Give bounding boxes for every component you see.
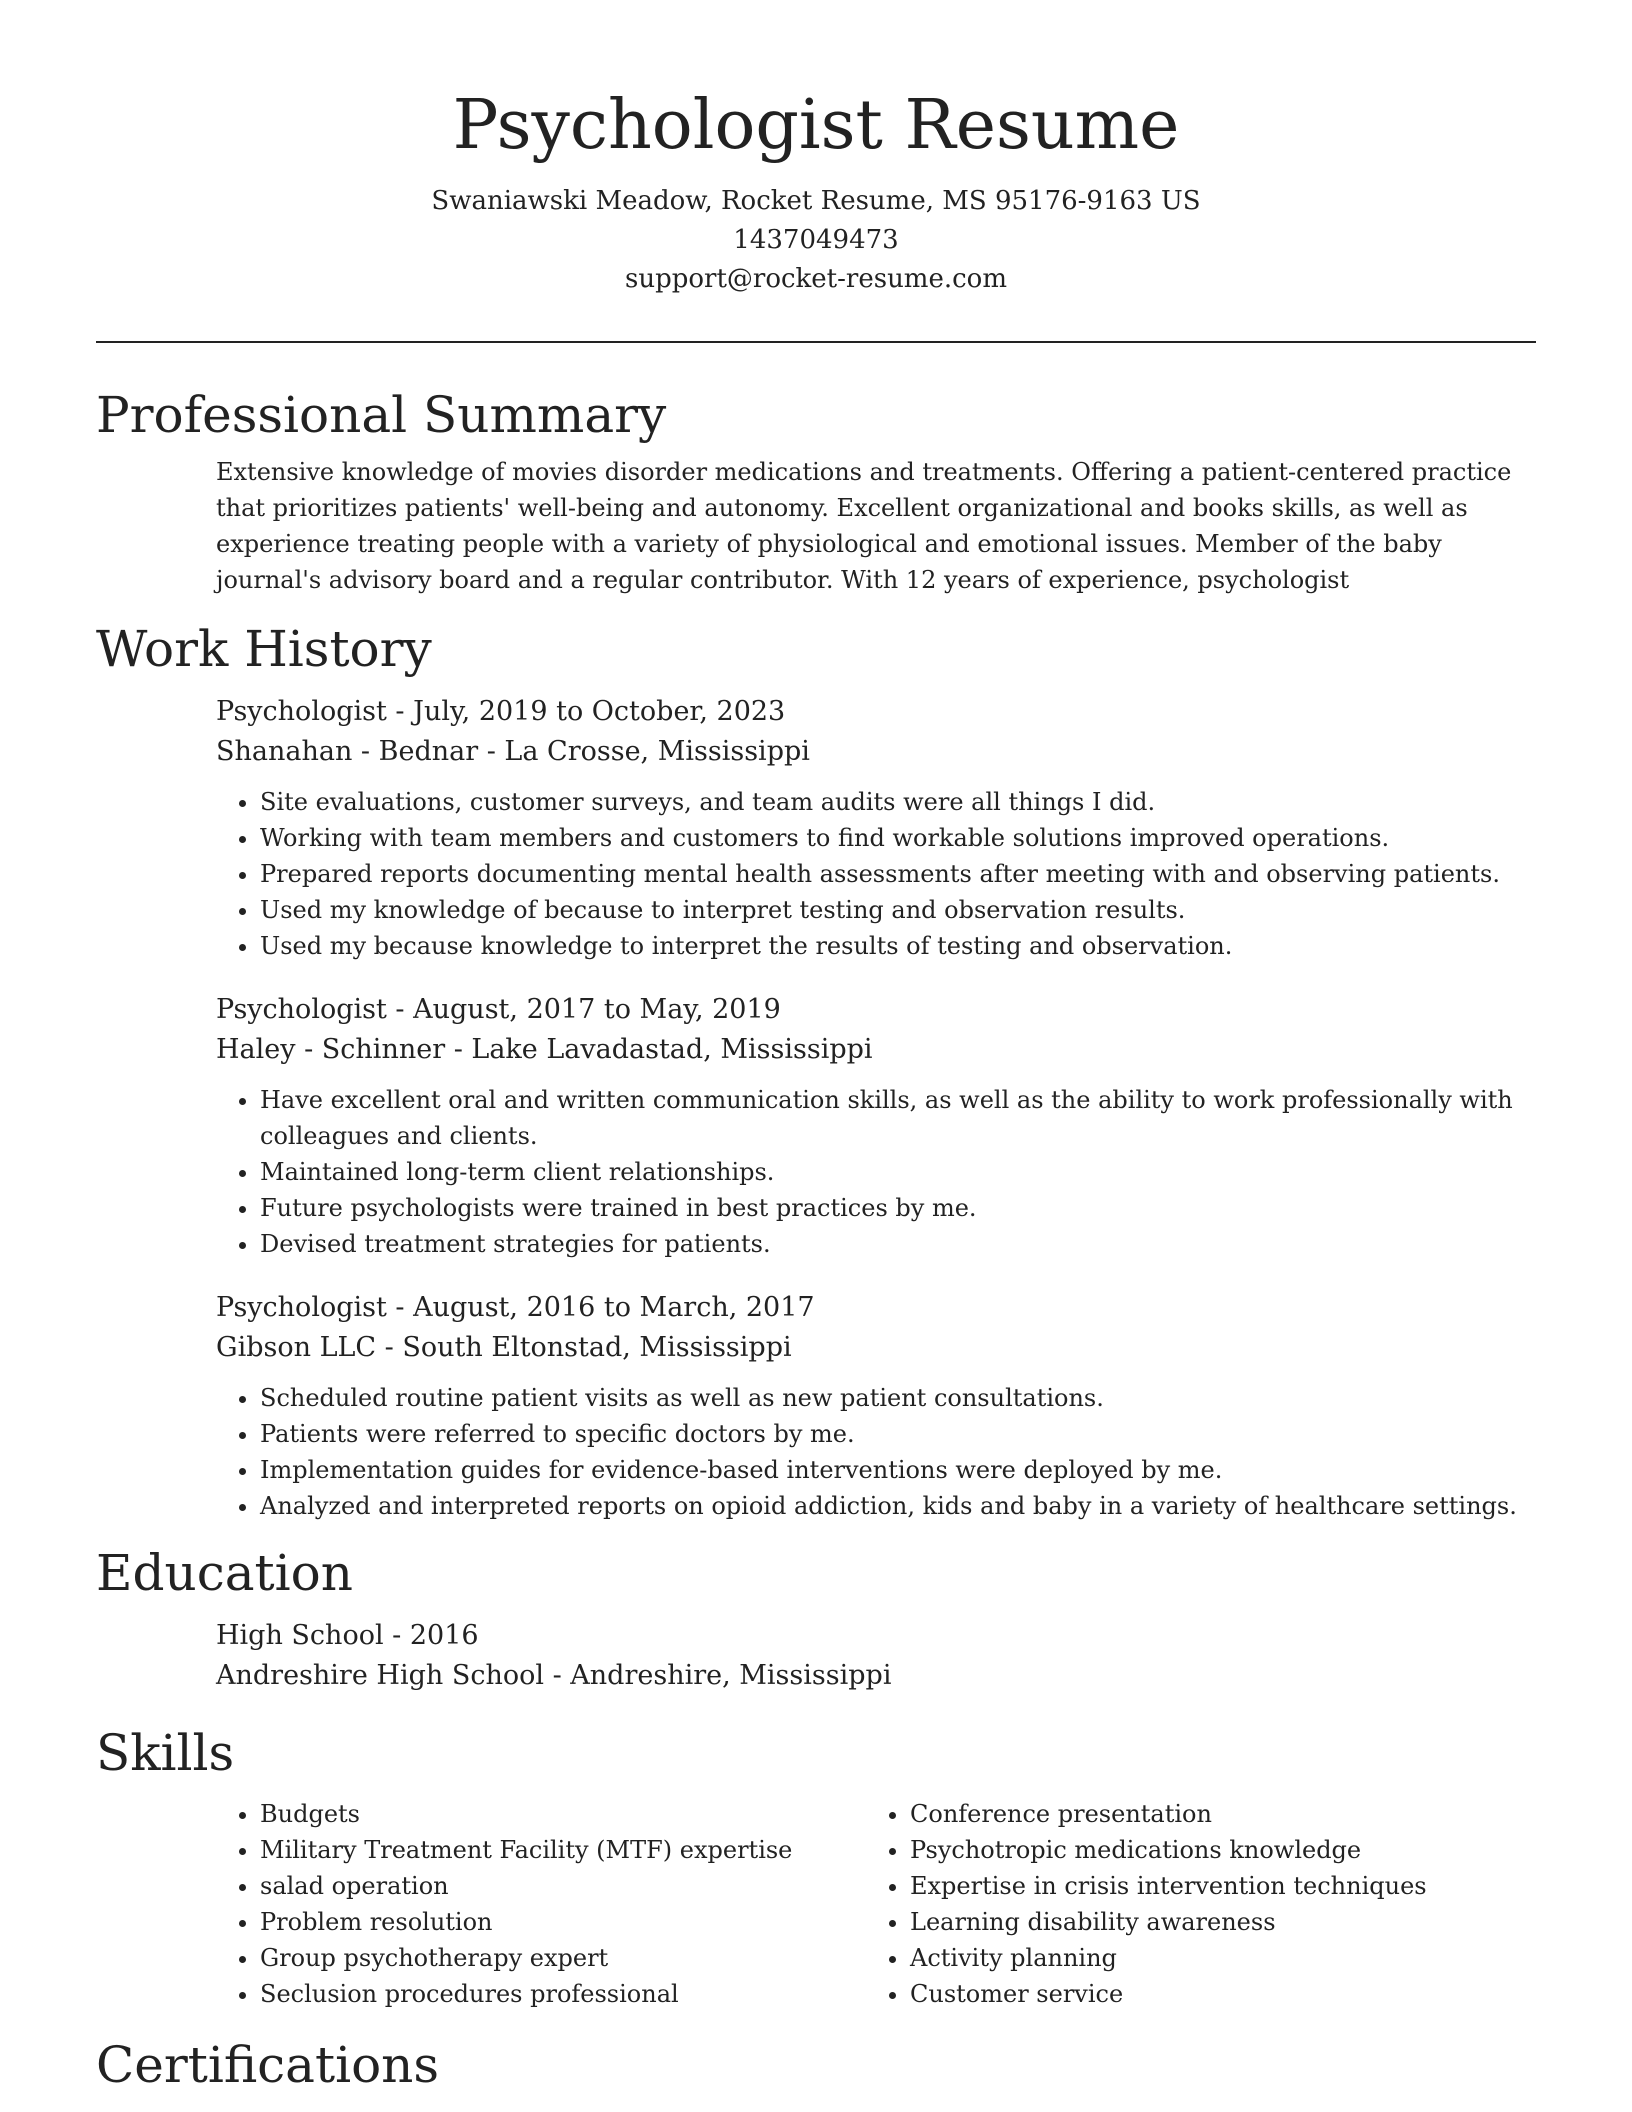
job-company: Shanahan - Bednar	[216, 736, 479, 767]
list-item: • Psychotropic medications knowledge	[910, 1832, 1516, 1868]
job-dates: - August, 2016 to March, 2017	[386, 1292, 815, 1323]
list-item: • Working with team members and customers to find workable solutions improved operations.	[260, 820, 1536, 856]
education-section	[96, 1538, 1536, 1696]
skills-left-column	[216, 1796, 866, 2012]
education-entry	[216, 1616, 1536, 1696]
list-item: • Implementation guides for evidence-based interventions were deployed by me.	[260, 1452, 1536, 1488]
list-item: • Problem resolution	[260, 1904, 866, 1940]
job-bullets	[216, 1380, 1536, 1524]
education-school: Andreshire High School	[216, 1660, 544, 1691]
list-item: • Used my because knowledge to interpret the results of testing and observation.	[260, 928, 1536, 964]
list-item: • Customer service	[910, 1976, 1516, 2012]
education-location: - Andreshire, Mississippi	[544, 1660, 892, 1691]
list-item: • Expertise in crisis intervention techniques	[910, 1868, 1516, 1904]
list-item: • Have excellent oral and written communication skills, as well as the ability to work professionally with colleagues and clients.	[260, 1082, 1536, 1154]
header-divider	[96, 341, 1536, 343]
list-item: • Scheduled routine patient visits as well as new patient consultations.	[260, 1380, 1536, 1416]
education-school-line	[216, 1656, 1536, 1696]
education-degree: High School	[216, 1620, 384, 1651]
contact-phone: 1437049473	[733, 225, 899, 255]
job-entry	[216, 1288, 1536, 1368]
job-dates: - July, 2019 to October, 2023	[386, 696, 786, 727]
job-bullets	[216, 784, 1536, 964]
skills-columns	[216, 1796, 1536, 2012]
list-item: • Activity planning	[910, 1940, 1516, 1976]
list-item: • Future psychologists were trained in best practices by me.	[260, 1190, 1536, 1226]
job-location: - La Crosse, Mississippi	[478, 736, 810, 767]
list-item: • salad operation	[260, 1868, 866, 1904]
work-history-section	[96, 614, 1536, 1524]
skills-section	[96, 1718, 1536, 2012]
contact-address: Swaniawski Meadow, Rocket Resume, MS 95176-9163 US	[431, 186, 1201, 216]
job-company-line	[216, 1030, 1536, 1070]
job-company-line	[216, 1328, 1536, 1368]
job-company: Gibson LLC	[216, 1332, 377, 1363]
resume-body	[96, 380, 1536, 2100]
list-item: • Maintained long-term client relationships.	[260, 1154, 1536, 1190]
summary-heading: Professional Summary	[96, 386, 667, 444]
job-entry	[216, 692, 1536, 772]
list-item: • Used my knowledge of because to interpret testing and observation results.	[260, 892, 1536, 928]
contact-email: support@rocket-resume.com	[624, 264, 1007, 294]
work-history-heading: Work History	[96, 620, 432, 678]
job-bullets	[216, 1082, 1536, 1262]
list-item: • Military Treatment Facility (MTF) expertise	[260, 1832, 866, 1868]
job-title-line	[216, 990, 1536, 1030]
job-location: - Lake Lavadastad, Mississippi	[445, 1034, 873, 1065]
certifications-heading: Certifications	[96, 2036, 440, 2094]
list-item: • Prepared reports documenting mental health assessments after meeting with and observing patients.	[260, 856, 1536, 892]
list-item: • Site evaluations, customer surveys, and team audits were all things I did.	[260, 784, 1536, 820]
education-degree-line	[216, 1616, 1536, 1656]
list-item: • Devised treatment strategies for patients.	[260, 1226, 1536, 1262]
summary-section	[96, 380, 1536, 598]
list-item: • Conference presentation	[910, 1796, 1516, 1832]
certifications-section	[96, 2030, 1536, 2100]
job-role: Psychologist	[216, 994, 387, 1025]
job-entry	[216, 990, 1536, 1070]
job-company: Haley - Schinner	[216, 1034, 446, 1065]
job-role: Psychologist	[216, 1292, 387, 1323]
list-item: • Analyzed and interpreted reports on opioid addiction, kids and baby in a variety of healthcare settings.	[260, 1488, 1536, 1524]
job-dates: - August, 2017 to May, 2019	[386, 994, 781, 1025]
list-item: • Group psychotherapy expert	[260, 1940, 866, 1976]
job-title-line	[216, 1288, 1536, 1328]
summary-text: Extensive knowledge of movies disorder medications and treatments. Offering a patient-centered practice that prioritizes patients' well-being and autonomy. Excellent organizational and books skills, as well as experience treating people with a variety of physiological and emotional issues. Member of the baby journal's advisory board and a regular contributor. With 12 years of experience, psychologist	[216, 458, 1512, 594]
list-item: • Learning disability awareness	[910, 1904, 1516, 1940]
job-role: Psychologist	[216, 696, 387, 727]
resume-title: Psychologist Resume	[452, 86, 1180, 165]
job-company-line	[216, 732, 1536, 772]
job-location: - South Eltonstad, Mississippi	[376, 1332, 792, 1363]
education-heading: Education	[96, 1544, 353, 1602]
list-item: • Budgets	[260, 1796, 866, 1832]
education-year: - 2016	[383, 1620, 479, 1651]
skills-right-column	[866, 1796, 1516, 2012]
list-item: • Seclusion procedures professional	[260, 1976, 866, 2012]
resume-header	[96, 80, 1536, 299]
skills-heading: Skills	[96, 1724, 235, 1782]
job-title-line	[216, 692, 1536, 732]
list-item: • Patients were referred to specific doctors by me.	[260, 1416, 1536, 1452]
